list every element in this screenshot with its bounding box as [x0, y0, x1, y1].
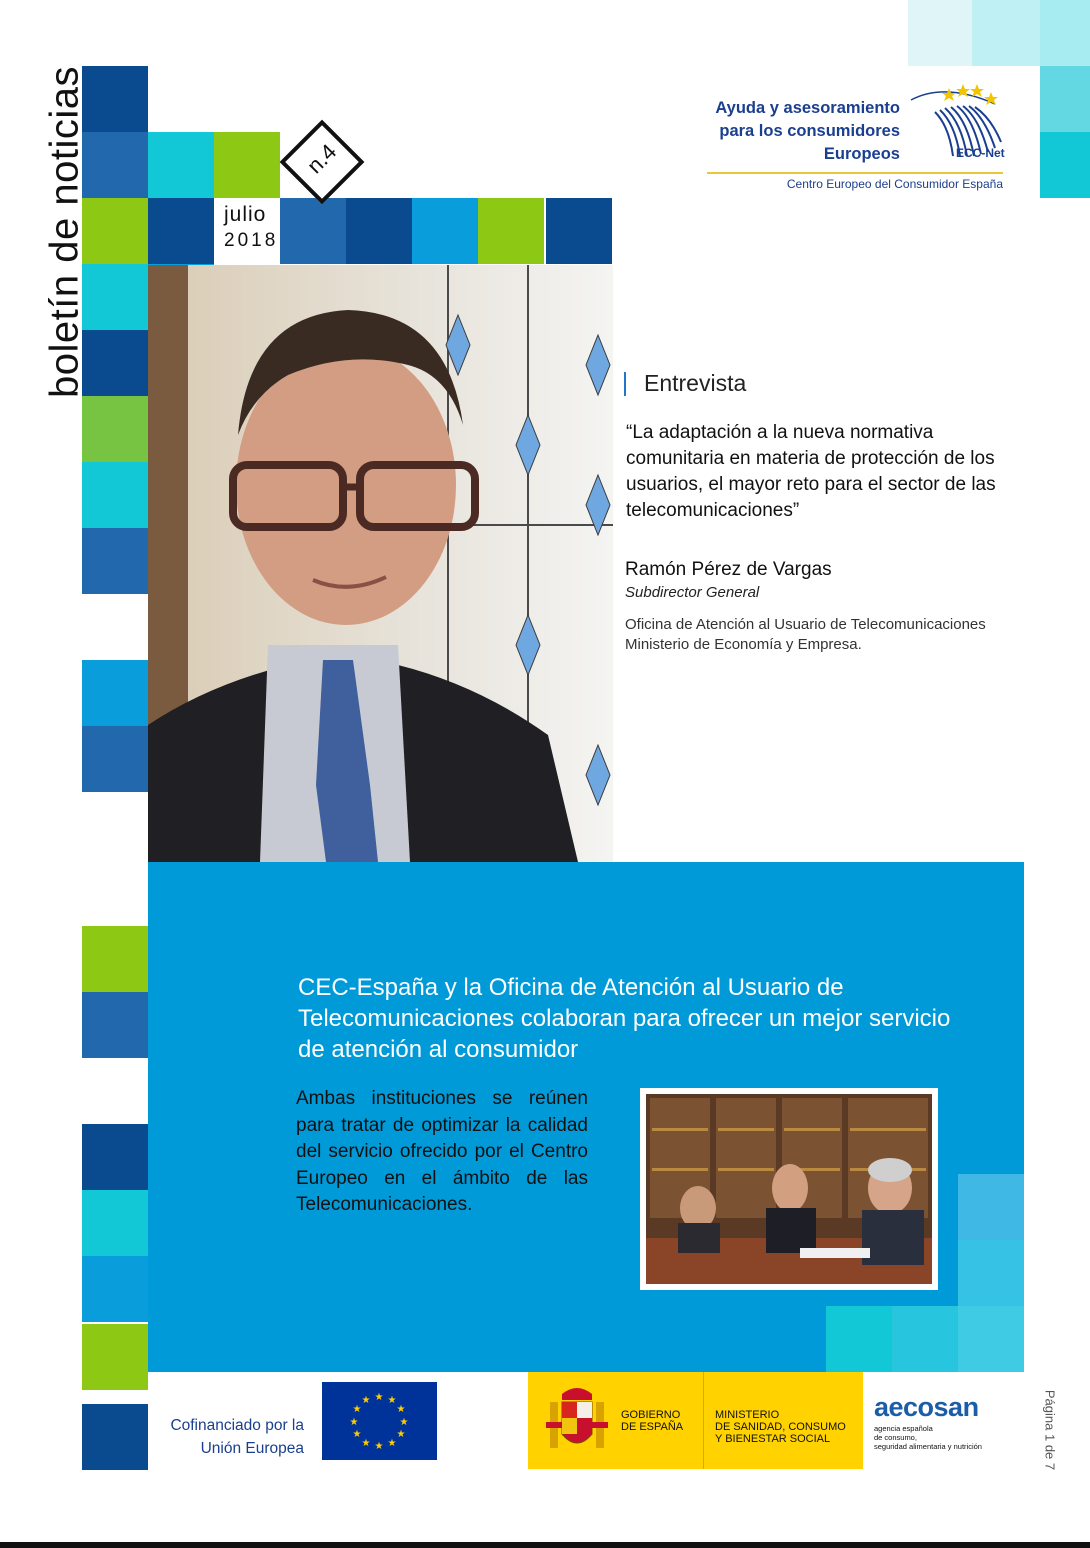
tile	[1040, 66, 1090, 132]
svg-text:★: ★	[399, 1417, 409, 1428]
interview-quote: “La adaptación a la nueva normativa comunitaria en materia de protección de los usuarios, el mayor reto para el sector de las telecomunicaciones”	[626, 422, 996, 521]
tile	[82, 1190, 148, 1256]
svg-text:★: ★	[352, 1404, 362, 1415]
tile	[82, 528, 148, 594]
tile	[82, 1324, 148, 1390]
svg-text:★: ★	[396, 1429, 406, 1440]
issue-month: julio	[224, 203, 267, 226]
meeting-photo	[640, 1088, 938, 1290]
page-number-text: Página 1 de 7	[1042, 1389, 1058, 1471]
newsletter-title-text: boletín de noticias	[42, 66, 87, 398]
ministry-line: DE SANIDAD, CONSUMO	[715, 1421, 846, 1433]
interviewee-role: Subdirector General	[625, 584, 760, 601]
tile	[82, 1124, 148, 1190]
tile	[148, 198, 214, 264]
svg-text:★: ★	[352, 1429, 362, 1440]
svg-text:★: ★	[349, 1417, 359, 1428]
spain-coat-of-arms-icon	[542, 1382, 612, 1460]
bottom-border	[0, 1542, 1090, 1548]
tile	[82, 462, 148, 528]
logo-divider	[703, 1372, 704, 1469]
tile	[972, 0, 1040, 66]
ecc-logo-subtitle: Centro Europeo del Consumidor España	[786, 177, 1003, 191]
page-number	[1020, 1385, 1080, 1475]
tile	[82, 992, 148, 1058]
tile	[82, 926, 148, 992]
tile	[148, 132, 214, 198]
aecosan-line: seguridad alimentaria y nutrición	[874, 1442, 982, 1451]
tile	[958, 1240, 1024, 1306]
tile	[958, 1306, 1024, 1372]
government-line: DE ESPAÑA	[621, 1421, 684, 1433]
tile	[346, 198, 412, 264]
cofinance-line: Cofinanciado por la	[170, 1417, 304, 1434]
interviewee-organization	[625, 615, 1045, 655]
ecc-logo-line: Ayuda y asesoramiento	[715, 99, 900, 117]
tile	[82, 726, 148, 792]
svg-text:★: ★	[396, 1404, 406, 1415]
tile	[1040, 132, 1090, 198]
ministry-line: Y BIENESTAR SOCIAL	[715, 1433, 831, 1445]
tile	[82, 1404, 148, 1470]
tile	[1040, 0, 1090, 66]
svg-text:★: ★	[374, 1392, 384, 1403]
eu-stars-icon	[322, 1382, 437, 1460]
tile	[82, 660, 148, 726]
meeting-illustration	[640, 1088, 938, 1290]
feature-title: CEC-España y la Oficina de Atención al Usuario de Telecomunicaciones colaboran para ofrecer un mejor servicio de atención al consumidor	[298, 974, 951, 1063]
tile	[908, 0, 972, 66]
cofinance-line: Unión Europea	[200, 1440, 304, 1457]
tile	[892, 1306, 958, 1372]
tile	[478, 198, 544, 264]
tile	[214, 132, 280, 198]
section-heading: Entrevista	[644, 370, 747, 396]
eu-flag-icon	[322, 1382, 437, 1460]
issue-year: 2018	[224, 230, 279, 251]
ecc-logo-text	[700, 97, 900, 166]
interviewee-name: Ramón Pérez de Vargas	[625, 559, 832, 580]
government-label	[621, 1409, 683, 1433]
aecosan-logo: aecosan	[874, 1392, 979, 1422]
tile	[82, 1256, 148, 1322]
tile	[826, 1306, 892, 1372]
tile	[412, 198, 478, 264]
newsletter-title	[30, 62, 100, 402]
government-line: GOBIERNO	[621, 1409, 681, 1421]
tile	[546, 198, 612, 264]
feature-body: Ambas instituciones se reúnen para tratar de optimizar la calidad del servicio ofrecido por el Centro Europeo en el ámbito de las Telecomunicaciones.	[296, 1088, 588, 1215]
svg-text:★: ★	[361, 1395, 371, 1406]
aecosan-line: de consumo,	[874, 1433, 917, 1442]
ministry-line: MINISTERIO	[715, 1409, 780, 1421]
tile	[82, 396, 148, 462]
portrait-illustration	[148, 265, 613, 862]
organization-line: Oficina de Atención al Usuario de Telecomunicaciones	[625, 616, 986, 633]
ecc-logo-line: para los consumidores	[719, 122, 900, 140]
aecosan-line: agencia española	[874, 1424, 933, 1433]
svg-text:★: ★	[387, 1438, 397, 1449]
ministry-label	[715, 1409, 846, 1445]
ecc-logo-line: Europeos	[823, 145, 900, 163]
ecc-logo-divider	[707, 172, 1003, 174]
tile	[280, 198, 346, 264]
svg-text:★: ★	[387, 1395, 397, 1406]
issue-number: n.4	[301, 138, 342, 179]
ecc-net-label: ECC-Net	[956, 146, 1005, 160]
section-accent-bar	[624, 372, 626, 396]
svg-text:★: ★	[374, 1441, 384, 1452]
organization-line: Ministerio de Economía y Empresa.	[625, 636, 862, 653]
tile	[958, 1174, 1024, 1240]
aecosan-subtitle	[874, 1424, 1014, 1451]
eu-cofinance-text	[150, 1414, 304, 1460]
interviewee-portrait	[148, 265, 613, 862]
svg-text:★: ★	[361, 1438, 371, 1449]
